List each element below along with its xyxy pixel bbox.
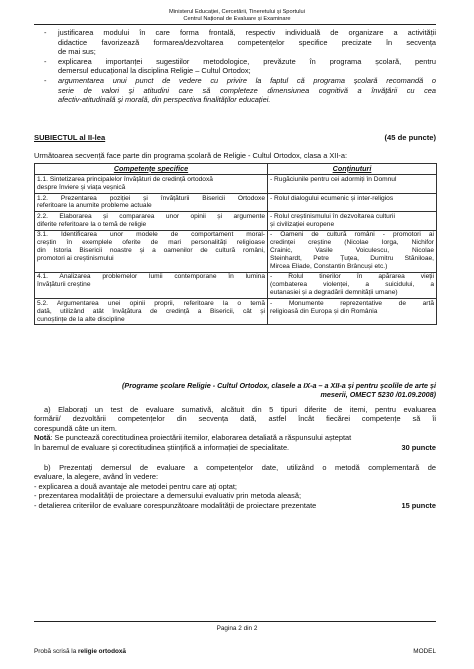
cell-line: 1.2. Prezentarea poziției și învățăturii Bisericii Ortodoxe — [37, 194, 265, 202]
cell-line: - Rugăciunile pentru cei adormiți în Domnul — [270, 176, 397, 184]
task-b — [34, 463, 436, 510]
cell-line: 4.1. Analizarea problemelor lumii contemporane în lumina — [37, 273, 265, 281]
cell-line: și civilizației europene — [270, 220, 335, 228]
page-number: Pagina 2 din 2 — [216, 625, 258, 632]
continut-cell — [268, 193, 437, 211]
task-b-line: b) Prezentați demersul de evaluare a competențelor date, utilizând o metodă complementară de — [44, 463, 436, 472]
curriculum-table — [34, 163, 437, 325]
cell-line: Crainic, Vasile Voiculescu, Nicolae — [270, 247, 434, 255]
competenta-cell — [35, 272, 268, 298]
cell-line: creștin în exemplele oferite de mari personalități religioase — [37, 239, 265, 247]
cell-line: - Monumente reprezentative de artă — [270, 299, 434, 307]
cell-line: - Rolul creștinismului în dezvoltarea culturii — [270, 212, 395, 220]
bullet-item — [44, 57, 436, 76]
footer-model: MODEL — [413, 648, 436, 655]
task-a-line: a) Elaborați un test de evaluare sumativă, alcătuit din 5 tipuri diferite de itemi, pentru evaluarea — [44, 405, 436, 414]
cell-line: - Rolul dialogului ecumenic și inter-religios — [270, 194, 394, 202]
cell-line: dată, utilizând atât învățătura de credință a Bisericii, cât și — [37, 307, 265, 315]
competenta-cell — [35, 212, 268, 230]
cell-line: referitoare la anumite probleme actuale — [37, 202, 152, 210]
cell-line: - Oameni de cultură români - promotori ai — [270, 231, 434, 239]
continut-cell — [268, 298, 437, 324]
cell-line: - Rolul tinerilor în apărarea vieții — [270, 273, 434, 281]
footer-prefix: Probă scrisă la — [34, 648, 79, 655]
bullet-line: explicarea importanței sugestiilor metodologice, prevăzute în programa școlară, pentru — [58, 56, 436, 66]
cell-line: credinței creștine (Nicolae Iorga, Nichifor — [270, 239, 434, 247]
task-b-item: - detalierea criteriilor de evaluare corespunzătoare modalității de proiectare prezentate — [34, 500, 317, 510]
bullet-list — [44, 28, 436, 105]
header-center: Centrul Național de Evaluare și Examinare — [183, 16, 291, 22]
subject-title: SUBIECTUL al II-lea — [34, 133, 106, 142]
source-line: meserii, OMECT 5230 /01.09.2008) — [320, 390, 436, 399]
bullet-line: afectiv-atitudinală și morală, din perspectiva finalităților educației. — [58, 95, 271, 105]
bullet-dash: - — [44, 28, 47, 37]
header-ministry: Ministerul Educației, Cercetării, Tineretului și Sportului — [169, 9, 305, 15]
table-header-continuturi: Conținuturi — [268, 164, 437, 175]
continut-cell — [268, 212, 437, 230]
cell-line: despre înviere și viața veșnică — [37, 184, 126, 191]
source-citation — [34, 381, 436, 399]
task-b-item: - explicarea a două avantaje ale metodei pentru care ați optat; — [34, 481, 237, 491]
table-row — [35, 175, 437, 193]
cell-line: promotori ai creștinismului — [37, 255, 114, 263]
task-b-item: - prezentarea modalității de proiectare a demersului evaluativ prin metoda aleasă; — [34, 491, 302, 501]
task-a-line: formării/ dezvoltării competențelor din secvența dată, astfel încât fiecărei competențe să îi — [34, 414, 436, 424]
bullet-line: demersul educațional la disciplina Religie – Cultul Ortodox; — [58, 66, 251, 76]
cell-line: eutanasiei și a degradării demnității umane) — [270, 289, 398, 297]
table-header-competente: Competențe specifice — [35, 164, 268, 175]
bullet-line: argumentarea unui punct de vedere cu privire la faptul că programa școlară recomandă o — [58, 75, 436, 85]
table-row — [35, 272, 437, 298]
cell-line: Steinhardt, Petre Țuțea, Dumitru Stăniloae, — [270, 255, 434, 263]
table-row — [35, 193, 437, 211]
bullet-line: justificarea modului în care forma frontală, respectiv individuală de organizare a activității — [58, 28, 436, 37]
bullet-dash: - — [44, 56, 47, 66]
note-label: Notă — [34, 433, 51, 443]
bullet-line: serie de valori și atitudini care să completeze dimensiunea cognitivă a învățării cu cea — [58, 85, 436, 95]
task-b-points: 15 puncte — [401, 500, 436, 510]
cell-line: (combaterea violenței, a suicidului, a — [270, 281, 434, 289]
bullet-item — [44, 76, 436, 105]
cell-line: 3.1. Identificarea unor modele de comportament moral- — [37, 231, 265, 239]
competenta-cell — [35, 230, 268, 272]
bullet-line: didactice favorizează formarea/dezvoltarea competențelor specifice precizate în secvența — [58, 37, 436, 47]
continut-cell — [268, 230, 437, 272]
cell-line: religioasă din Europa și din România — [270, 307, 378, 315]
bullet-dash: - — [44, 75, 47, 85]
task-a-points: 30 puncte — [401, 442, 436, 452]
footer-rule — [34, 621, 436, 622]
cell-line: cunoștințe de la alte discipline — [37, 315, 125, 323]
table-header-row — [35, 164, 437, 175]
header-rule — [34, 24, 436, 25]
cell-line: 1.1. Sintetizarea principalelor învățături de credință ortodoxă — [37, 176, 213, 184]
note-text: : Se punctează corectitudinea proiectării itemilor, elaborarea detaliată a răspunsului așteptat — [50, 433, 352, 443]
task-a-note-line: în baremul de evaluare și corectitudinea științifică a informației de specialitate. — [34, 442, 290, 452]
continut-cell — [268, 272, 437, 298]
task-b-line: evaluare, la alegere, având în vedere: — [34, 472, 159, 482]
subject-intro: Următoarea secvență face parte din programa școlară de Religie - Cultul Ortodox, clasa a XII-a: — [34, 151, 348, 160]
table-row — [35, 230, 437, 272]
bullet-item — [44, 28, 436, 57]
competenta-cell — [35, 175, 268, 193]
page-header — [0, 9, 474, 23]
cell-line: 2.2. Elaborarea și compararea unor opinii și argumente — [37, 212, 265, 220]
cell-line: Mircea Eliade, Constantin Brâncuși etc.) — [270, 262, 388, 270]
source-line: (Programe școlare Religie - Cultul Ortodox, clasele a IX-a – a XII-a și pentru școlile de arte și — [122, 381, 436, 390]
page-footer — [34, 648, 436, 655]
continut-cell — [268, 175, 437, 193]
task-a-line: corespundă câte un item. — [34, 423, 117, 433]
cell-line: 5.2. Argumentarea unei opinii proprii, referitoare la o temă — [37, 299, 265, 307]
bullet-line: de mai sus; — [58, 47, 96, 57]
table-row — [35, 212, 437, 230]
cell-line: învățăturii creștine — [37, 281, 91, 289]
cell-line: diferite referitoare la o temă de religie — [37, 220, 147, 228]
task-a — [34, 405, 436, 452]
footer-subject: religie ortodoxă — [78, 648, 126, 655]
subject-points: (45 de puncte) — [384, 133, 436, 142]
table-row — [35, 298, 437, 324]
cell-line: din Istoria Bisericii noastre și a oamenilor de cultură români, — [37, 247, 265, 255]
competenta-cell — [35, 193, 268, 211]
task-a-note-line — [34, 433, 436, 442]
competenta-cell — [35, 298, 268, 324]
